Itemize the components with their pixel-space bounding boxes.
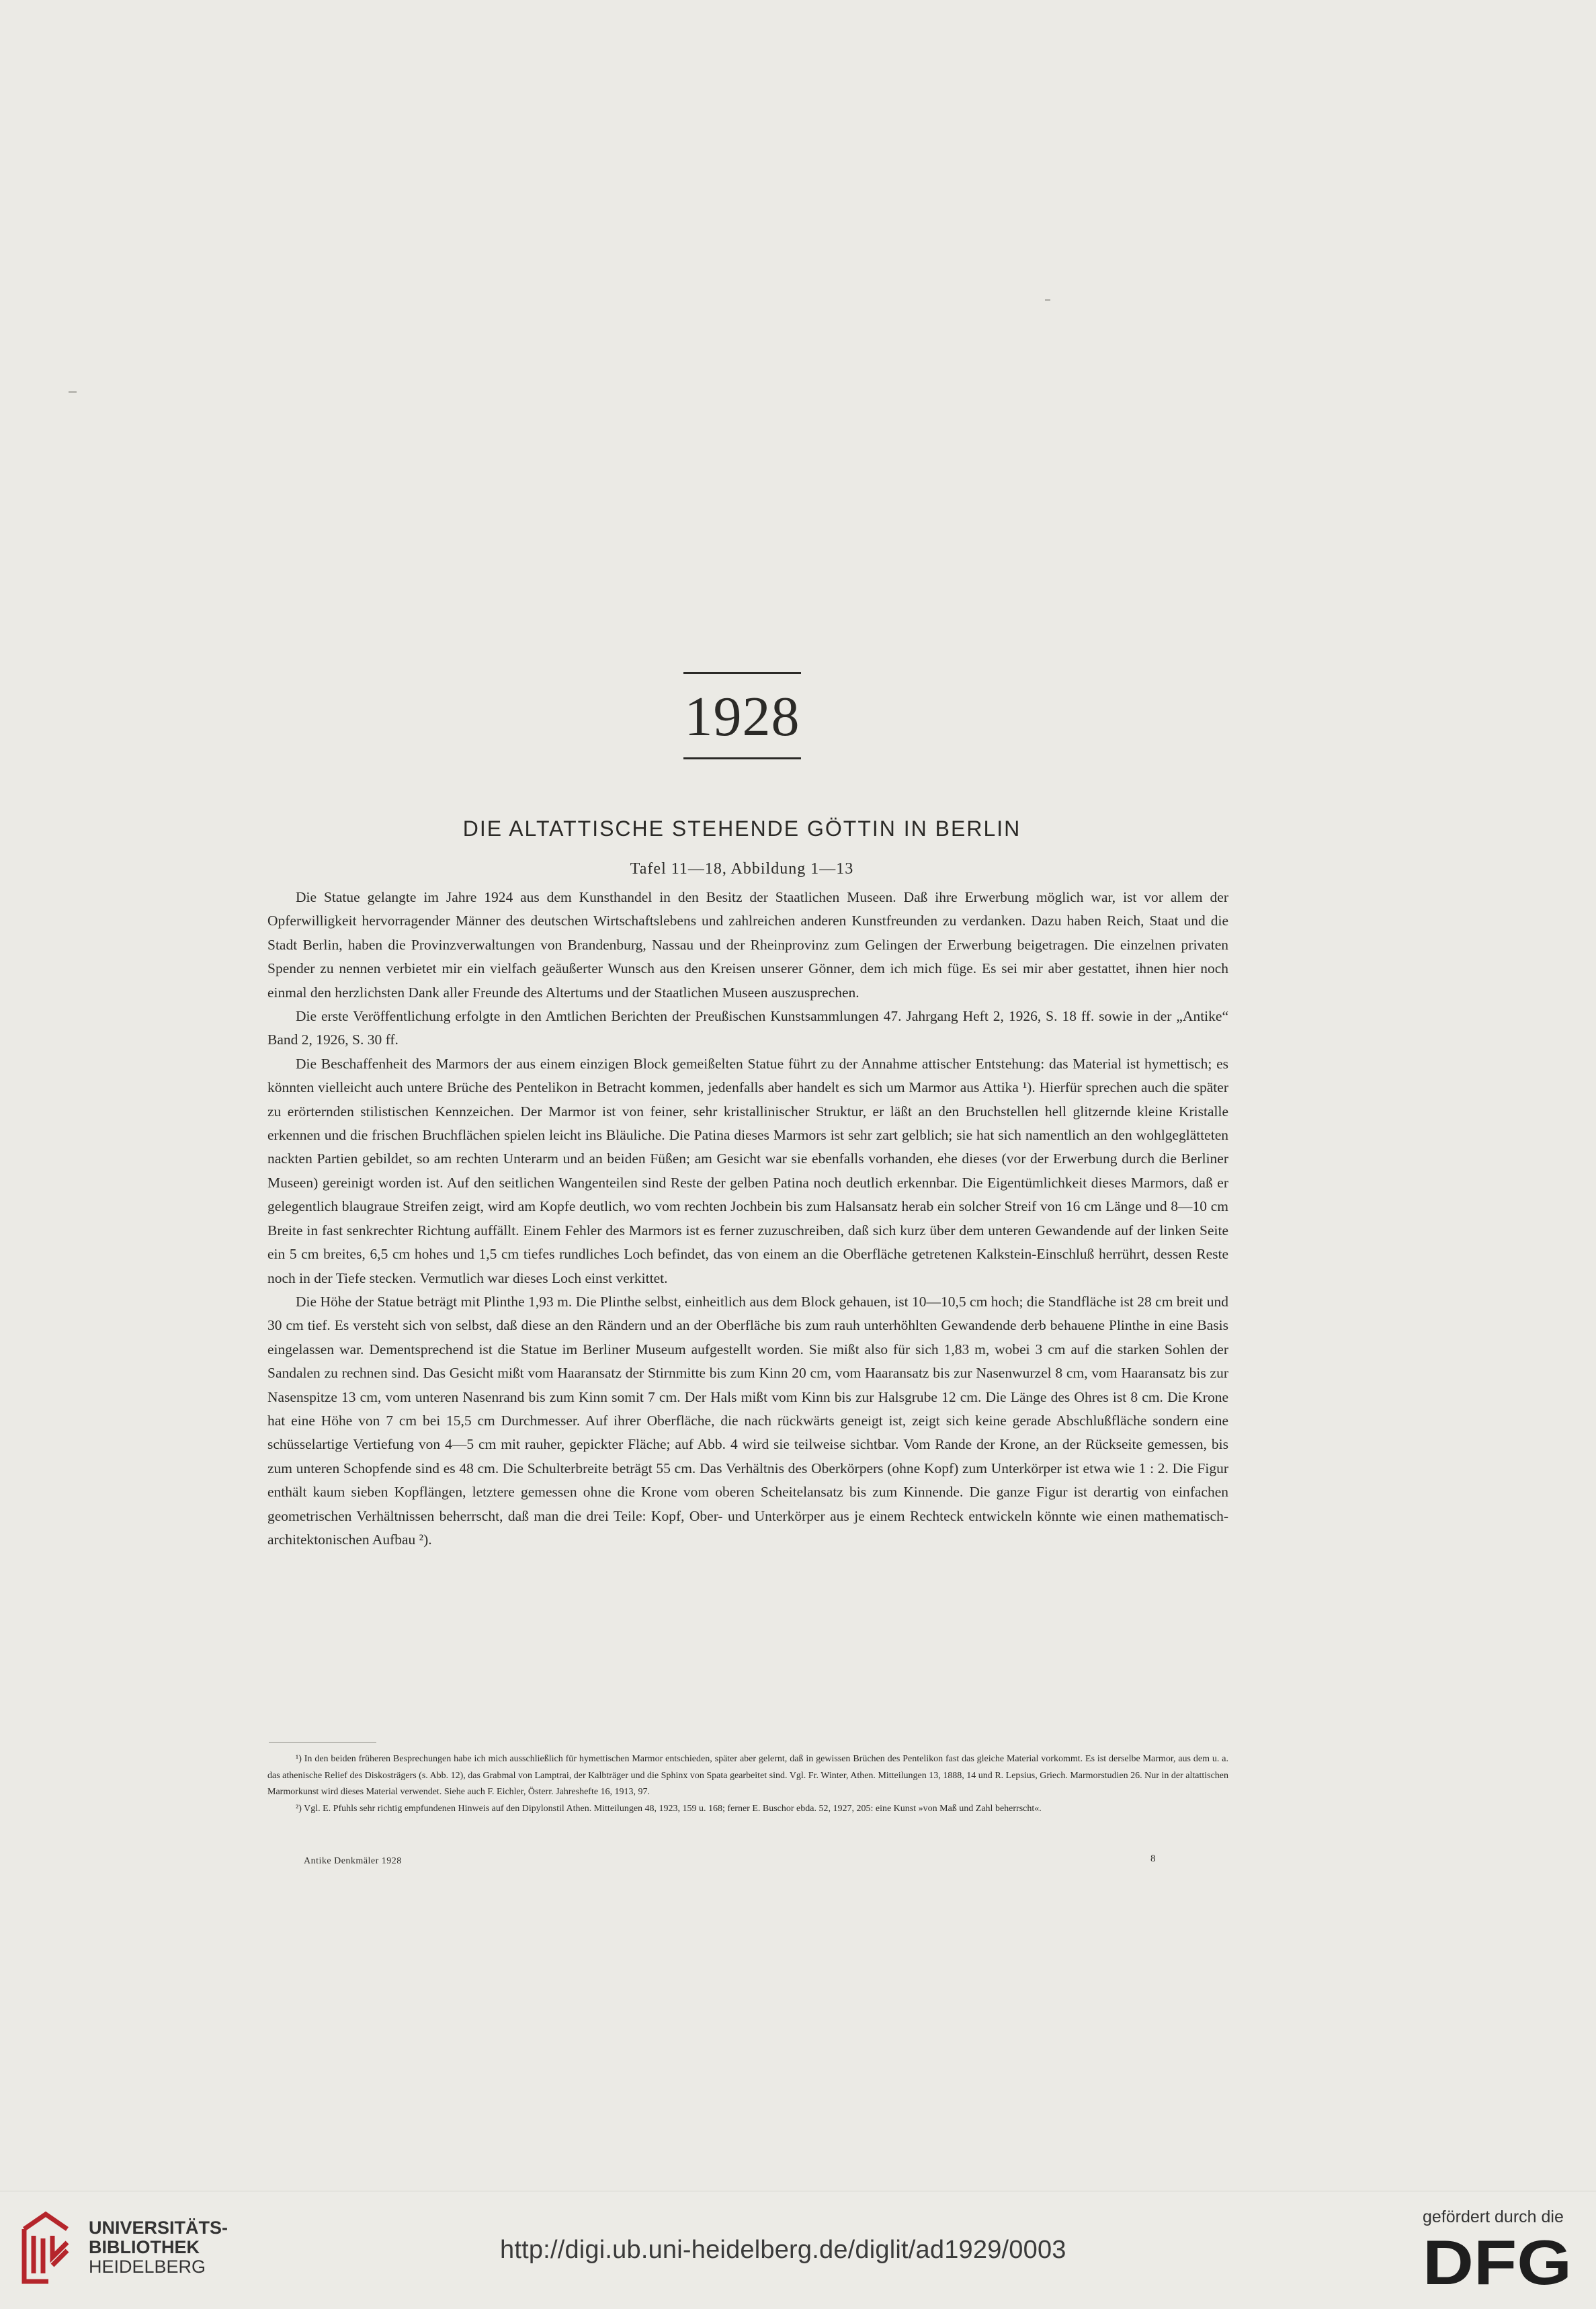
paragraph-dimensions: Die Höhe der Statue beträgt mit Plinthe 1,93 m. Die Plinthe selbst, einheitlich aus dem Block gehauen, ist 10—10,5 cm hoch; die Standfläche ist 28 cm breit und 30 cm tief. Es versteht sich von selbst, daß diese an den Rändern und an der Oberfläche bis zum rauh unterhöhlten Gewandende derb behauene Plinthe in eine Basis eingelassen war. Dementsprechend ist die Statue im Berliner Museum aufgestellt worden. Sie mißt also für sich 1,83 m, wobei 3 cm auf die starken Sohlen der Sandalen zu rechnen sind. Das Gesicht mißt vom Haaransatz der Stirnmitte bis zum Kinn 20 cm, vom Haaransatz bis zur Nasenwurzel 8 cm, vom Haaransatz bis zur Nasenspitze 13 cm, vom unteren Nasenrand bis zum Kinn somit 7 cm. Der Hals mißt vom Kinn bis zur Halsgrube 12 cm. Die Länge des Ohres ist 8 cm. Die Krone hat eine Höhe von 7 cm bei 15,5 cm Durchmesser. Auf ihrer Oberfläche, die nach rückwärts geneigt ist, zeigt sich keine gerade Abschlußfläche sondern eine schüsselartige Vertiefung von 4—5 cm mit rauher, gepickter Fläche; auf Abb. 4 wird sie teilweise sichtbar. Vom Rande der Krone, an der Rückseite gemessen, bis zum unteren Schopfende sind es 48 cm. Die Schulterbreite beträgt 55 cm. Das Verhältnis des Oberkörpers (ohne Kopf) zum Unterkörper ist etwa wie 1 : 2. Die Figur enthält kaum sieben Kopflängen, letztere gemessen ohne die Krone vom oberen Scheitelansatz bis zum Kinnende. Die ganze Figur ist derartig von einfachen geometrischen Verhältnissen beherrscht, daß man die drei Teile: Kopf, Ober- und Unterkörper aus je einem Rechteck entwickeln könnte wie einen mathematisch-architektonischen Aufbau ²). — [267, 1293, 1228, 1548]
svg-text:DFG: DFG — [1423, 2233, 1572, 2290]
year-rule-bottom — [683, 757, 801, 759]
footnote-separator — [269, 1742, 376, 1743]
paper-speck — [1045, 299, 1050, 301]
signature-mark: 8 — [1150, 1853, 1156, 1864]
paragraph-acquisition: Die Statue gelangte im Jahre 1924 aus dem Kunsthandel in den Besitz der Staatlichen Museen. Daß ihre Erwerbung möglich war, ist vor allem der Opferwilligkeit hervorragender Männer des deutschen Wirtschaftslebens und zahlreichen anderen Kunstfreunden zu verdanken. Dazu haben Reich, Staat und die Stadt Berlin, haben die Provinzverwaltungen von Brandenburg, Nassau und der Rheinprovinz zum Gelingen der Erwerbung beigetragen. Die einzelnen privaten Spender zu nennen verbietet mir ein vielfach geäußerter Wunsch aus den Kreisen unserer Gönner, dem ich mich füge. Es sei mir aber gestattet, ihnen hier noch einmal den herzlichsten Dank aller Freunde des Altertums und der Staatlichen Museen auszusprechen. — [267, 889, 1228, 1001]
library-name-line1: UNIVERSITÄTS- — [89, 2218, 228, 2238]
article-title: DIE ALTATTISCHE STEHENDE GÖTTIN IN BERLIN — [462, 816, 1021, 841]
plate-reference: Tafel 11—18, Abbildung 1—13 — [630, 860, 854, 878]
university-library-logo-icon — [17, 2209, 74, 2288]
paragraph-publication: Die erste Veröffentlichung erfolgte in den Amtlichen Berichten der Preußischen Kunstsammlungen 47. Jahrgang Heft 2, 1926, S. 18 ff. sowie in der „Antike“ Band 2, 1926, S. 30 ff. — [267, 1008, 1228, 1048]
article-body — [267, 886, 1228, 1552]
footnotes — [267, 1751, 1228, 1817]
funding-note: gefördert durch die — [1423, 2208, 1564, 2226]
year-rule-top — [683, 672, 801, 674]
viewer-footer — [0, 2191, 1596, 2309]
footnote-2: ²) Vgl. E. Pfuhls sehr richtig empfundenen Hinweis auf den Dipylonstil Athen. Mitteilungen 48, 1923, 159 u. 168; ferner E. Buschor ebda. 52, 1927, 205: eine Kunst »von Maß und Zahl beherrscht«. — [296, 1803, 1042, 1814]
paper-speck — [69, 391, 77, 393]
year-number: 1928 — [684, 685, 800, 748]
year-heading — [683, 672, 801, 759]
footnote-1: ¹) In den beiden früheren Besprechungen habe ich mich ausschließlich für hymettischen Marmor entschieden, später aber gelernt, daß in gewissen Brüchen des Pentelikon fast das gleiche Material vorkommt. Es ist derselbe Marmor, aus dem u. a. das athenische Relief des Diskosträgers (s. Abb. 12), das Grabmal von Lamptrai, der Kalbträger und die Sphinx von Spata gearbeitet sind. Vgl. Fr. Winter, Athen. Mitteilungen 13, 1888, 14 und R. Lepsius, Griech. Marmorstudien 26. Nur in der altattischen Marmorkunst wird dieses Material verwendet. Siehe auch F. Eichler, Österr. Jahreshefte 16, 1913, 97. — [267, 1754, 1228, 1797]
running-title: Antike Denkmäler 1928 — [304, 1856, 402, 1866]
permalink-url[interactable]: http://digi.ub.uni-heidelberg.de/diglit/ad1929/0003 — [500, 2236, 1066, 2264]
library-name-line2: BIBLIOTHEK — [89, 2237, 200, 2257]
library-name — [89, 2218, 228, 2277]
library-name-line3: HEIDELBERG — [89, 2257, 206, 2277]
paragraph-marble: Die Beschaffenheit des Marmors der aus einem einzigen Block gemeißelten Statue führt zu der Annahme attischer Entstehung: das Material ist hymettisch; es könnten vielleicht auch untere Brüche des Pentelikon in Betracht kommen, jedenfalls aber handelt es sich um Marmor aus Attika ¹). Hierfür sprechen auch die später zu erörternden stilistischen Kennzeichen. Der Marmor ist von feiner, sehr kristallinischer Struktur, er läßt an den Bruchstellen hell glitzernde kleine Kristalle erkennen und die frischen Bruchflächen spielen leicht ins Bläuliche. Die Patina dieses Marmors ist sehr zart gelblich; sie hat sich namentlich an den wohlgeglätteten nackten Partien gebildet, so am rechten Unterarm und an beiden Füßen; am Gesicht war sie ebenfalls vorhanden, ehe dieses (vor der Erwerbung durch die Berliner Museen) gereinigt worden ist. Auf den seitlichen Wangenteilen sind Reste der gelben Patina noch deutlich erkennbar. Die Eigentümlichkeit dieses Marmors, daß er gelegentlich blaugraue Streifen zeigt, wird am Kopfe deutlich, wo vom rechten Jochbein bis zum Halsansatz herab ein solcher Streif von 16 cm Länge und 8—10 cm Breite in fast senkrechter Richtung auffällt. Einem Fehler des Marmors ist es ferner zuzuschreiben, daß sich kurz über dem unteren Gewandende auf der linken Seite ein 5 cm breites, 6,5 cm hohes und 1,5 cm tiefes rundliches Loch befindet, das von einem an die Oberfläche getretenen Kalkstein-Einschluß herrührt, dessen Reste noch in der Tiefe stecken. Vermutlich war dieses Loch einst verkittet. — [267, 1055, 1228, 1286]
dfg-logo-icon — [1421, 2233, 1574, 2290]
